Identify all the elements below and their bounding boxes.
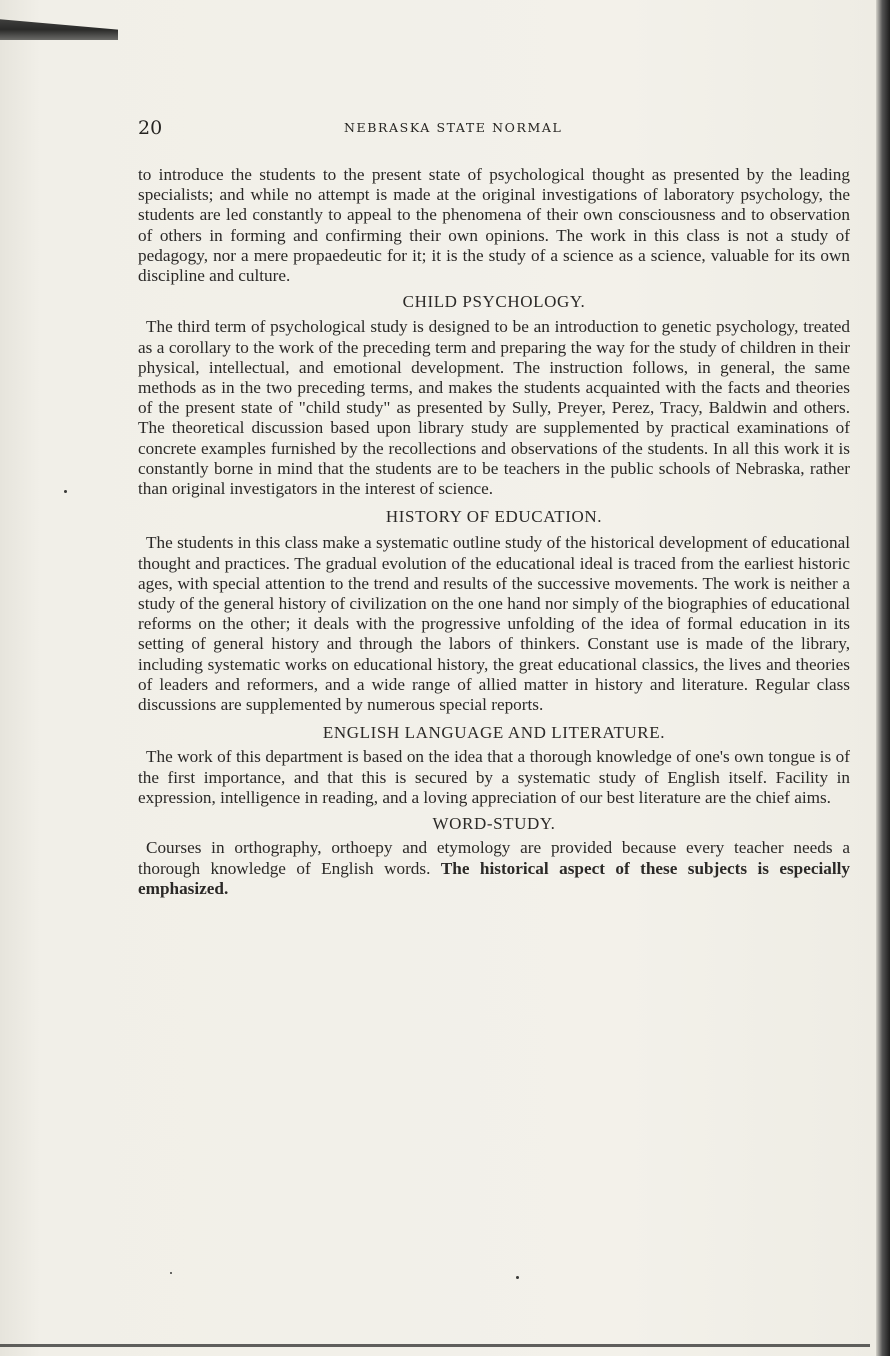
- scan-speck: [516, 1276, 519, 1279]
- scan-speck: [64, 490, 67, 493]
- section-heading-history-of-education: HISTORY OF EDUCATION.: [385, 507, 603, 527]
- running-head: NEBRASKA STATE NORMAL: [344, 120, 563, 135]
- scan-artifact-bottom: [0, 1344, 870, 1347]
- word-study-emphasis: The historical aspect of these subjects is especially emphasized.: [138, 858, 851, 898]
- section-heading-word-study: WORD-STUDY.: [432, 814, 556, 834]
- section-paragraph-word-study: [138, 838, 850, 899]
- section-paragraph-english-language: The work of this department is based on the idea that a thorough knowledge of one's own tongue is of the first importance, and that this is secured by a systematic study of English itself. Facility in expression, intelligence in reading, and a loving appreciation of our best literature are the chief aims.: [138, 747, 850, 807]
- body-text: [138, 165, 850, 899]
- section-heading-english-language: ENGLISH LANGUAGE AND LITERATURE.: [322, 723, 666, 743]
- page-header: [138, 117, 838, 145]
- section-heading-child-psychology: CHILD PSYCHOLOGY.: [402, 292, 586, 312]
- scan-speck: [170, 1272, 172, 1274]
- page-number: 20: [138, 117, 163, 139]
- intro-paragraph: to introduce the students to the present state of psychological thought as presented by the leading specialists; and while no attempt is made at the original investigations of laboratory psychology, the students are led constantly to appeal to the phenomena of their own consciousness and to observation of others in forming and confirming their own opinions. The work in this class is not a study of pedagogy, nor a mere propaedeutic for it; it is the study of a science as a science, valuable for its own discipline and culture.: [138, 165, 850, 286]
- section-paragraph-child-psychology: The third term of psychological study is designed to be an introduction to genetic psychology, treated as a corollary to the work of the preceding term and preparing the way for the study of children in their physical, intellectual, and emotional development. The instruction follows, in general, the same methods as in the two preceding terms, and makes the students acquainted with the facts and theories of the present state of "child study" as presented by Sully, Preyer, Perez, Tracy, Baldwin and others. The theoretical discussion based upon library study are supplemented by practical examinations of concrete examples furnished by the recollections and observations of the students. In all this work it is constantly borne in mind that the students are to be teachers in the public schools of Nebraska, rather than original investigators in the interest of science.: [138, 317, 850, 499]
- word-study-text: Courses in orthography, orthoepy and etymology are provided because every teacher needs a thorough knowledge of English words.: [138, 838, 850, 878]
- section-paragraph-history-of-education: The students in this class make a systematic outline study of the historical development of educational thought and practices. The gradual evolution of the educational ideal is traced from the earliest historic ages, with special attention to the trend and results of the successive movements. The work is neither a study of the general history of civilization on the one hand nor simply of the biographies of educational reforms on the other; it deals with the progressive unfolding of the idea of formal education in its setting of general history and through the labors of thinkers. Constant use is made of the library, including systematic works on educational history, the great educational classics, the lives and theories of leaders and reformers, and a wide range of allied matter in history and literature. Regular class discussions are supplemented by numerous special reports.: [138, 533, 850, 715]
- scan-artifact-top: [0, 14, 118, 40]
- scan-edge-right: [876, 0, 890, 1356]
